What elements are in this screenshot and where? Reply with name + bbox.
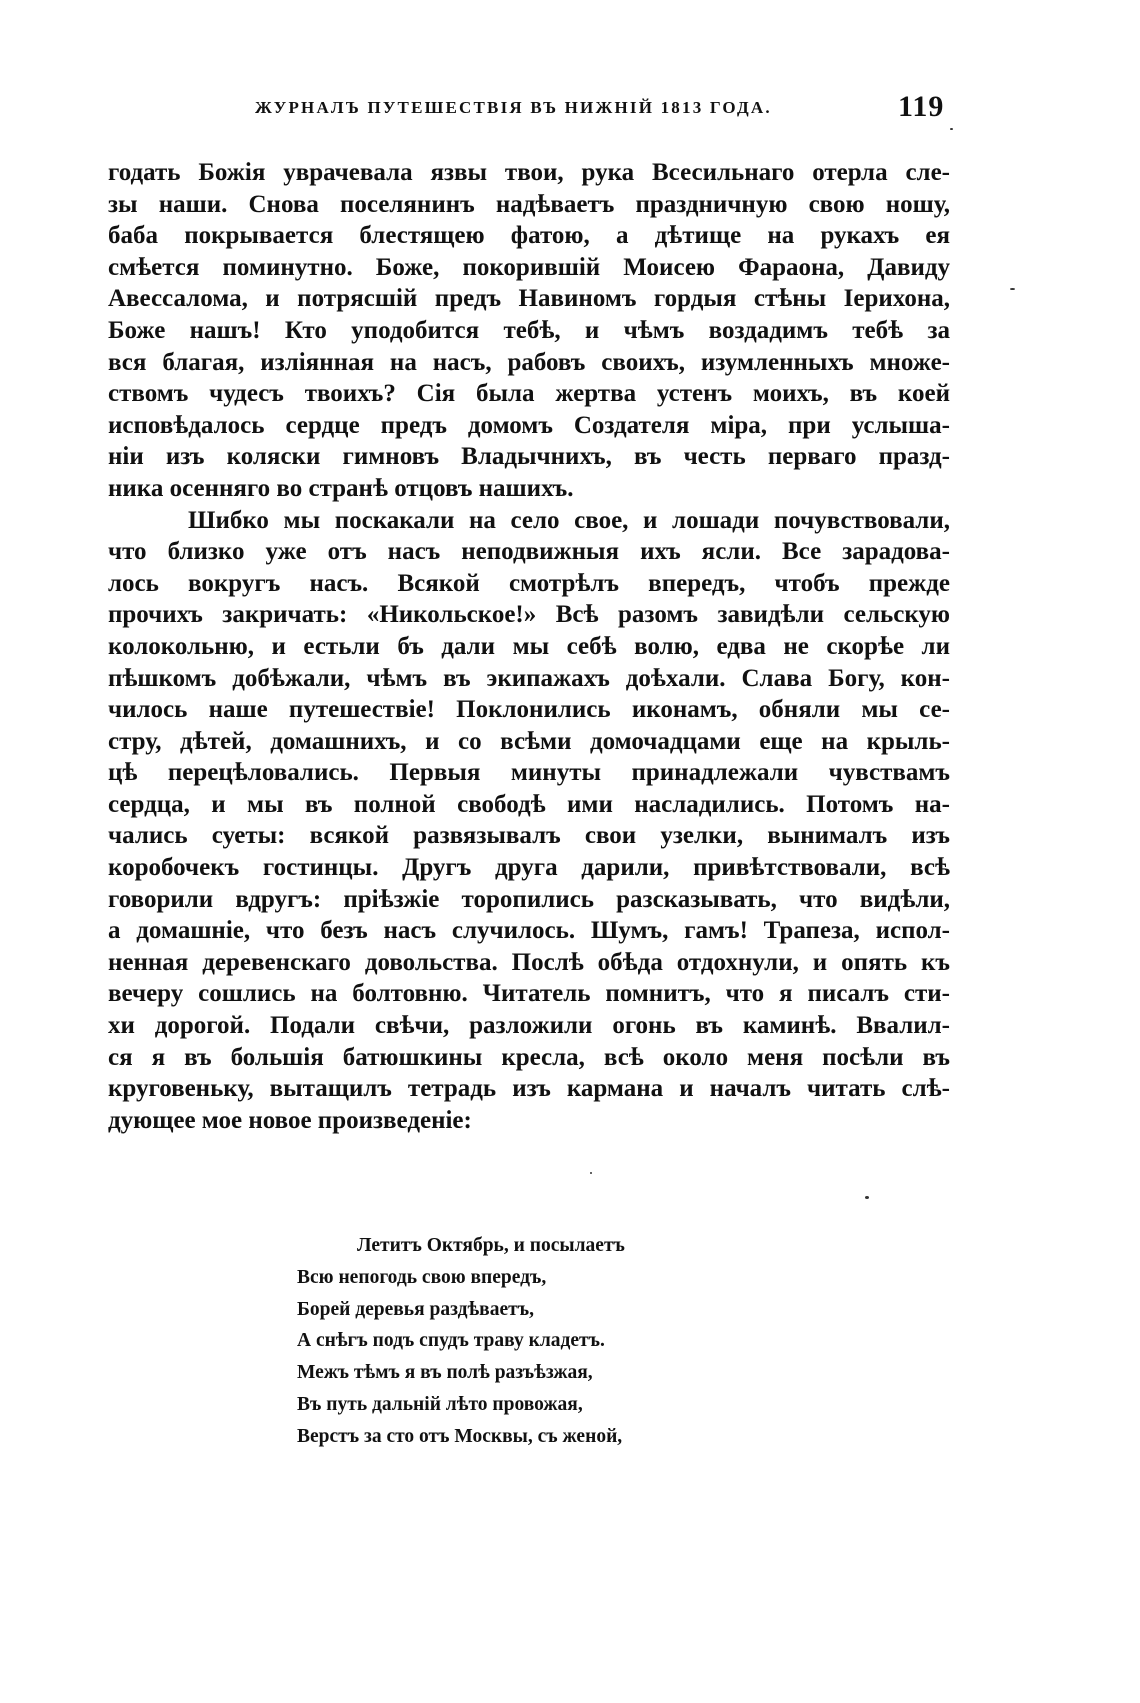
print-speck <box>950 128 953 130</box>
text-line: ніи изъ коляски гимновъ Владычнихъ, въ честь перваго празд- <box>108 443 950 471</box>
text-line: круговеньку, вытащилъ тетрадь изъ кармана и началъ читать слѣ- <box>108 1075 950 1103</box>
verse-line: А снѣгъ подъ спудъ траву кладетъ. <box>297 1330 605 1352</box>
paragraph-2 <box>108 505 950 1137</box>
text-line: ствомъ чудесъ твоихъ? Сія была жертва устенъ моихъ, въ коей <box>108 380 950 408</box>
text-line: что близко уже отъ насъ неподвижныя ихъ ясли. Все зарадова- <box>108 538 950 566</box>
text-line: ненная деревенскаго довольства. Послѣ обѣда отдохнули, и опять къ <box>108 948 950 976</box>
print-speck <box>865 1196 869 1199</box>
verse-line: Въ путь дальній лѣто провожая, <box>297 1393 583 1415</box>
paragraph-1 <box>108 157 950 505</box>
text-line: хи дорогой. Подали свѣчи, разложили огонь въ каминѣ. Ввалил- <box>108 1012 950 1040</box>
text-line: Шибко мы поскакали на село свое, и лошади почувствовали, <box>188 506 950 534</box>
text-line: вечеру сошлись на болтовню. Читатель помнитъ, что я писалъ сти- <box>108 980 950 1008</box>
text-line: сердца, и мы въ полной свободѣ ими насладились. Потомъ на- <box>108 790 950 818</box>
text-line: чались суеты: всякой развязывалъ свои узелки, вынималъ изъ <box>108 822 950 850</box>
text-line: ника осенняго во странѣ отцовъ нашихъ. <box>108 474 574 502</box>
verse-line: Борей деревья раздѣваетъ, <box>297 1298 534 1320</box>
print-speck <box>1010 288 1015 290</box>
verse-line: Межъ тѣмъ я въ полѣ разъѣзжая, <box>297 1362 593 1384</box>
verse-line: Летитъ Октябрь, и посылаетъ <box>357 1235 625 1256</box>
text-line: дующее мое новое произведеніе: <box>108 1106 472 1134</box>
text-line: баба покрывается блестящею фатою, а дѣтище на рукахъ ея <box>108 222 950 250</box>
text-line: смѣется поминутно. Боже, покорившій Моисею Фараона, Давиду <box>108 253 950 281</box>
page-number: 119 <box>898 90 945 123</box>
poem-verse <box>297 1230 857 1453</box>
text-line: Боже нашъ! Кто уподобится тебѣ, и чѣмъ воздадимъ тебѣ за <box>108 316 950 344</box>
text-line: колокольню, и естьли бъ дали мы себѣ волю, едва не скорѣе ли <box>108 632 950 660</box>
running-title: ЖУРНАЛЪ ПУТЕШЕСТВІЯ ВЪ НИЖНІЙ 1813 ГОДА. <box>255 98 772 117</box>
text-line: пѣшкомъ добѣжали, чѣмъ въ экипажахъ доѣхали. Слава Богу, кон- <box>108 664 950 692</box>
text-line: годать Божія уврачевала язвы твои, рука Всесильнаго отерла сле- <box>108 159 950 186</box>
text-line: ся я въ большія батюшкины кресла, всѣ около меня посѣли въ <box>108 1043 950 1071</box>
verse-line: Верстъ за сто отъ Москвы, съ женой, <box>297 1425 623 1447</box>
text-line: Авессалома, и потрясшій предъ Навиномъ гордыя стѣны Іерихона, <box>108 285 950 313</box>
body-text <box>108 157 950 1136</box>
text-line: коробочекъ гостинцы. Другъ друга дарили, привѣтствовали, всѣ <box>108 854 950 882</box>
verse-line: Всю непогодь свою впередъ, <box>297 1266 547 1288</box>
text-line: цѣ перецѣловались. Первыя минуты принадлежали чувствамъ <box>108 759 950 787</box>
text-line: а домашніе, что безъ насъ случилось. Шумъ, гамъ! Трапеза, испол- <box>108 917 950 945</box>
text-line: стру, дѣтей, домашнихъ, и со всѣми домочадцами еще на крыль- <box>108 727 950 755</box>
text-line: лось вокругъ насъ. Всякой смотрѣлъ впередъ, чтобъ прежде <box>108 569 950 597</box>
text-line: говорили вдругъ: пріѣзжіе торопились разсказывать, что видѣли, <box>108 885 950 913</box>
text-line: чилось наше путешествіе! Поклонились иконамъ, обняли мы се- <box>108 696 950 724</box>
text-line: исповѣдалось сердце предъ домомъ Создателя міра, при услыша- <box>108 411 950 439</box>
text-line: зы наши. Снова поселянинъ надѣваетъ праздничную свою ношу, <box>108 190 950 218</box>
print-speck <box>590 1172 592 1174</box>
text-line: прочихъ закричать: «Никольское!» Всѣ разомъ завидѣли сельскую <box>108 601 950 629</box>
text-line: вся благая, изліянная на насъ, рабовъ своихъ, изумленныхъ множе- <box>108 348 950 376</box>
